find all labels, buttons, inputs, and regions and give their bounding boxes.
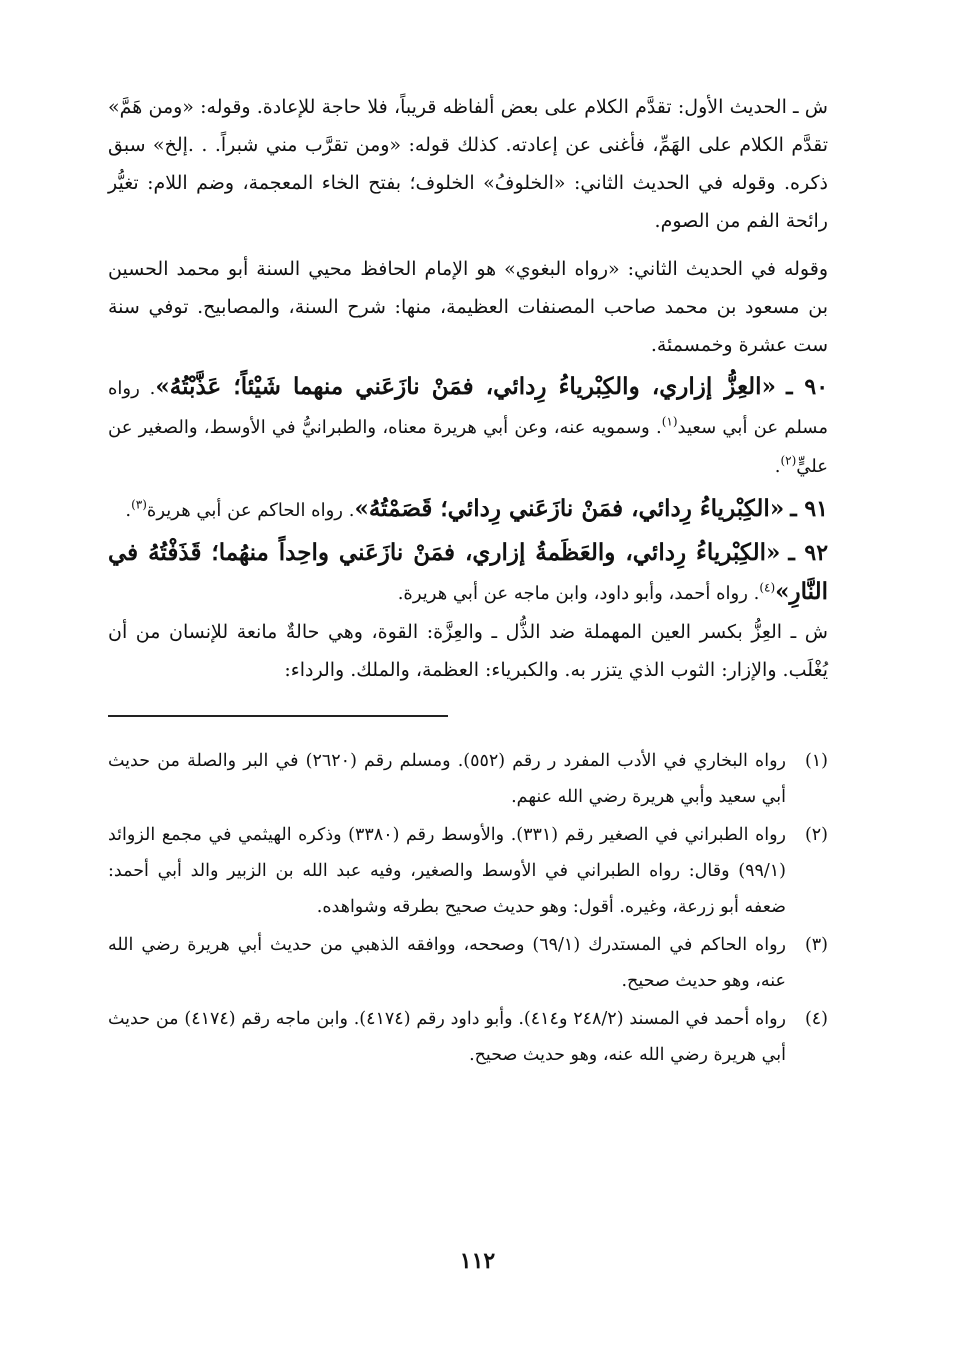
footnote-ref: (٢): [780, 453, 797, 468]
hadith-text: «الكِبْرياءُ رِدائي، فمَنْ نازَعَني رِدائي؛ قَصَمْتُهُ»: [354, 495, 785, 522]
hadith-source: .: [125, 500, 132, 521]
footnote-number: (٤): [804, 1009, 828, 1029]
footnote-text: رواه الحاكم في المستدرك (٦٩/١) وصححه، ووافقه الذهبي من حديث أبي هريرة رضي الله عنه، وهو حديث صحيح.: [108, 935, 786, 991]
paragraph-gap: [108, 240, 828, 250]
commentary-paragraph-2: وقوله في الحديث الثاني: «رواه البغوي» هو الإمام الحافظ محيي السنة أبو محمد الحسين بن مسعود بن محمد صاحب المصنفات العظيمة، منها: شرح السنة، والمصابيح. توفي سنة ست عشرة وخمسمئة.: [108, 258, 828, 356]
hadith-source: . رواه مسلم عن أبي سعيد: [108, 378, 829, 438]
hadith-source: . رواه الحاكم عن أبي هريرة: [146, 500, 355, 521]
footnote-divider: [108, 715, 448, 717]
footnote-ref: (٤): [759, 580, 776, 595]
footnote-4: [108, 1001, 828, 1073]
footnote-number: (٢): [804, 825, 828, 845]
hadith-number: ٩٠ ـ: [786, 374, 829, 400]
commentary-paragraph-1: ش ـ الحديث الأول: تقدَّم الكلام على بعض ألفاظه قريباً، فلا حاجة للإعادة. وقوله: «ومن هَمَّ» تقدَّم الكلام على الهَمِّ، فأغنى عن إعادته. كذلك قوله: «ومن تقرَّب مني شبراً. . .إلخ» سبق ذكره. وقوله في الحديث الثاني: «الخلوفُ» الخلوف؛ بفتح الخاء المعجمة، وضم اللام: تغيُّر رائحة الفم من الصوم.: [108, 96, 828, 232]
hadith-number: ٩٢ ـ: [788, 540, 829, 566]
footnote-3: [108, 927, 828, 999]
hadith-source: .: [774, 456, 781, 477]
page-body: [108, 88, 828, 1075]
commentary-paragraph-3: ش ـ العِزُّ بكسر العين المهملة ضد الذُّل ـ والعِزَّة: القوة، وهي حالةٌ مانعة للإنسان من أن يُغْلَب. والإزار: الثوب الذي يتزر به. والكبرياء: العظمة، والملك. والرداء:: [108, 621, 828, 681]
footnote-text: رواه الطبراني في الصغير رقم (٣٣١). والأوسط رقم (٣٣٨٠) وذكره الهيثمي في مجمع الزوائد (٩٩/١) وقال: رواه الطبراني في الأوسط والصغير، وفيه عبد الله بن الزبير والد أبي أحمد: ضعفه أبو زرعة، وغيره. أقول: وهو حديث صحيح بطرقه وشواهده.: [108, 825, 786, 917]
hadith-92: [108, 534, 828, 613]
footnote-number: (١): [804, 751, 828, 771]
footnote-text: رواه البخاري في الأدب المفرد ر رقم (٥٥٢). ومسلم رقم (٢٦٢٠) في البر والصلة من حديث أبي سعيد وأبي هريرة رضي الله عنهم.: [108, 751, 786, 807]
footnote-text: رواه أحمد في المسند (٢٤٨/٢ و٤١٤). وأبو داود رقم (٤١٧٤). وابن ماجه رقم (٤١٧٤) من حديث أبي هريرة رضي الله عنه، وهو حديث صحيح.: [108, 1009, 786, 1065]
hadith-source: . وسمويه عنه، وعن أبي هريرة معناه، والطبرانيُّ في الأوسط، والصغير عن عليٍّ: [108, 417, 828, 477]
hadith-text: «العِزُّ إزاري، والكِبْرياءُ رِدائي، فمَنْ نازَعَني منهما شَيْئاً؛ عَذَّبْتُهُ»: [155, 373, 776, 400]
footnote-ref: (١): [661, 414, 678, 429]
hadith-source: . رواه أحمد، وأبو داود، وابن ماجه عن أبي هريرة.: [397, 583, 760, 604]
footnote-number: (٣): [804, 935, 828, 955]
hadith-number: ٩١ ـ: [790, 496, 828, 522]
hadith-91: [108, 490, 828, 530]
hadith-text: «الكِبْرياءُ رِدائي، والعَظَمةُ إزاري، فمَنْ نازَعَني واحِداً منهُما؛ قَذَفْتُهُ في النَّارِ»: [108, 539, 828, 605]
footnote-2: [108, 817, 828, 925]
footnote-ref: (٣): [131, 497, 147, 512]
page-number: ١١٢: [459, 1248, 496, 1274]
hadith-90: [108, 368, 828, 486]
footnote-1: [108, 743, 828, 815]
